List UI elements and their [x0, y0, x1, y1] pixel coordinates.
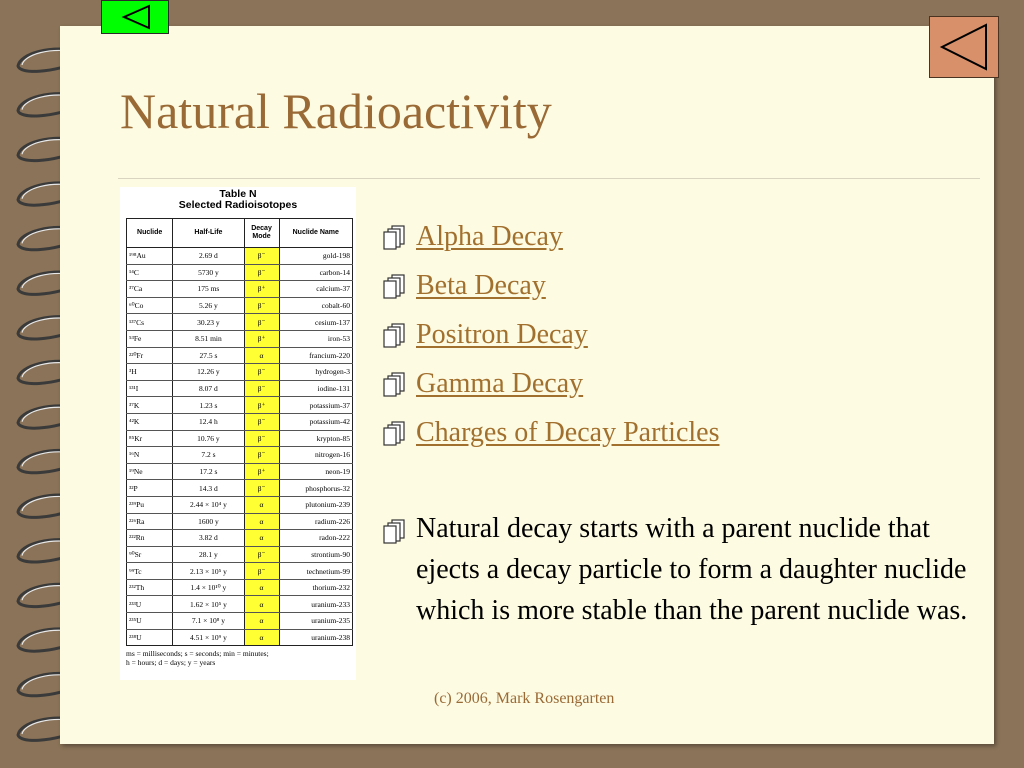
cell-nuclide: ¹⁴C: [127, 264, 173, 281]
triangle-left-icon: [102, 1, 168, 33]
explanation-text: Natural decay starts with a parent nuclide that ejects a decay particle to form a daughter nuclide which is more stable than the parent nuclide was.: [416, 513, 968, 626]
explanation-bullet: [380, 508, 976, 631]
cell-nuclide-name: uranium-238: [279, 629, 352, 646]
table-row: [127, 397, 353, 414]
radioisotopes-table: [126, 218, 353, 646]
cell-nuclide: ⁶⁰Co: [127, 297, 173, 314]
cell-decay-mode: α: [244, 347, 279, 364]
cell-half-life: 1.4 × 10¹⁰ y: [173, 579, 244, 596]
header-decay-mode: Decay Mode: [244, 219, 279, 248]
cell-half-life: 7.2 s: [173, 447, 244, 464]
table-footnote-line2: h = hours; d = days; y = years: [126, 658, 216, 668]
cell-nuclide: ²³⁵U: [127, 613, 173, 630]
cell-nuclide-name: cobalt-60: [279, 297, 352, 314]
cell-decay-mode: β⁻: [244, 380, 279, 397]
table-row: [127, 330, 353, 347]
cell-decay-mode: α: [244, 629, 279, 646]
table-row: [127, 480, 353, 497]
cell-nuclide: ³H: [127, 364, 173, 381]
cell-half-life: 8.07 d: [173, 380, 244, 397]
table-footnote-line1: ms = milliseconds; s = seconds; min = minutes;: [126, 649, 269, 659]
cell-nuclide: ¹⁹Ne: [127, 463, 173, 480]
table-row: [127, 430, 353, 447]
cell-half-life: 12.26 y: [173, 364, 244, 381]
cell-half-life: 4.51 × 10⁹ y: [173, 629, 244, 646]
cell-nuclide-name: gold-198: [279, 248, 352, 265]
cell-nuclide-name: plutonium-239: [279, 496, 352, 513]
cell-nuclide-name: potassium-42: [279, 413, 352, 430]
cell-nuclide-name: hydrogen-3: [279, 364, 352, 381]
header-half-life: Half-Life: [173, 219, 244, 248]
notebook-pages-icon: [380, 518, 408, 544]
cell-decay-mode: β⁻: [244, 248, 279, 265]
cell-nuclide-name: radium-226: [279, 513, 352, 530]
cell-nuclide: ⁸⁵Kr: [127, 430, 173, 447]
cell-decay-mode: α: [244, 613, 279, 630]
cell-nuclide: ²³⁸U: [127, 629, 173, 646]
cell-half-life: 2.69 d: [173, 248, 244, 265]
link-bullet: [380, 359, 720, 408]
cell-half-life: 27.5 s: [173, 347, 244, 364]
cell-decay-mode: β⁻: [244, 563, 279, 580]
cell-decay-mode: β⁻: [244, 413, 279, 430]
table-row: [127, 596, 353, 613]
decay-link-alpha-decay[interactable]: Alpha Decay: [416, 220, 563, 252]
table-row: [127, 579, 353, 596]
cell-nuclide-name: francium-220: [279, 347, 352, 364]
cell-nuclide: ²²⁰Fr: [127, 347, 173, 364]
cell-half-life: 175 ms: [173, 281, 244, 298]
cell-decay-mode: α: [244, 530, 279, 547]
cell-nuclide-name: iodine-131: [279, 380, 352, 397]
decay-links-list: [380, 212, 720, 457]
cell-half-life: 1600 y: [173, 513, 244, 530]
table-row: [127, 347, 353, 364]
table-row: [127, 364, 353, 381]
cell-nuclide-name: krypton-85: [279, 430, 352, 447]
cell-half-life: 3.82 d: [173, 530, 244, 547]
cell-nuclide-name: nitrogen-16: [279, 447, 352, 464]
cell-nuclide: ⁴²K: [127, 413, 173, 430]
decay-link-beta-decay[interactable]: Beta Decay: [416, 269, 546, 301]
link-bullet: [380, 310, 720, 359]
table-header-row: [127, 219, 353, 248]
table-row: [127, 413, 353, 430]
table-footnote: [126, 649, 356, 667]
cell-decay-mode: β⁻: [244, 480, 279, 497]
cell-nuclide-name: thorium-232: [279, 579, 352, 596]
cell-nuclide: ¹⁹⁸Au: [127, 248, 173, 265]
link-bullet: [380, 408, 720, 457]
cell-nuclide-name: uranium-233: [279, 596, 352, 613]
cell-decay-mode: α: [244, 513, 279, 530]
cell-nuclide: ⁵³Fe: [127, 330, 173, 347]
cell-nuclide: ³⁷Ca: [127, 281, 173, 298]
table-row: [127, 314, 353, 331]
cell-half-life: 7.1 × 10⁸ y: [173, 613, 244, 630]
table-row: [127, 563, 353, 580]
header-nuclide: Nuclide: [127, 219, 173, 248]
table-row: [127, 496, 353, 513]
cell-nuclide-name: potassium-37: [279, 397, 352, 414]
cell-nuclide: ³²P: [127, 480, 173, 497]
cell-nuclide: ²³⁹Pu: [127, 496, 173, 513]
cell-decay-mode: β⁻: [244, 364, 279, 381]
cell-decay-mode: β⁺: [244, 397, 279, 414]
cell-nuclide: ²²²Rn: [127, 530, 173, 547]
cell-nuclide: ²³²Th: [127, 579, 173, 596]
table-row: [127, 380, 353, 397]
cell-decay-mode: β⁻: [244, 264, 279, 281]
cell-nuclide-name: phosphorus-32: [279, 480, 352, 497]
table-caption-title: Table N: [219, 188, 257, 200]
decay-link-gamma-decay[interactable]: Gamma Decay: [416, 367, 584, 399]
table-row: [127, 264, 353, 281]
copyright-footer: (c) 2006, Mark Rosengarten: [434, 690, 615, 707]
header-nuclide-name: Nuclide Name: [279, 219, 352, 248]
table-row: [127, 463, 353, 480]
cell-half-life: 14.3 d: [173, 480, 244, 497]
title-divider: [118, 178, 980, 179]
back-button-top[interactable]: [101, 0, 169, 34]
table-row: [127, 248, 353, 265]
table-row: [127, 513, 353, 530]
cell-decay-mode: α: [244, 596, 279, 613]
table-row: [127, 530, 353, 547]
cell-half-life: 5.26 y: [173, 297, 244, 314]
radioisotopes-table-figure: [120, 187, 356, 680]
slide-title: Natural Radioactivity: [120, 83, 552, 139]
cell-half-life: 1.23 s: [173, 397, 244, 414]
table-caption: [120, 187, 356, 218]
decay-link-positron-decay[interactable]: Positron Decay: [416, 318, 588, 350]
cell-half-life: 8.51 min: [173, 330, 244, 347]
notebook-pages-icon: [380, 371, 408, 397]
cell-decay-mode: β⁻: [244, 447, 279, 464]
notebook-pages-icon: [380, 420, 408, 446]
cell-nuclide-name: technetium-99: [279, 563, 352, 580]
table-row: [127, 546, 353, 563]
cell-half-life: 17.2 s: [173, 463, 244, 480]
table-row: [127, 447, 353, 464]
cell-half-life: 5730 y: [173, 264, 244, 281]
cell-nuclide: ²²⁶Ra: [127, 513, 173, 530]
table-row: [127, 281, 353, 298]
cell-half-life: 12.4 h: [173, 413, 244, 430]
cell-decay-mode: α: [244, 496, 279, 513]
cell-nuclide: ¹³¹I: [127, 380, 173, 397]
back-button-right[interactable]: [929, 16, 999, 78]
cell-decay-mode: β⁻: [244, 430, 279, 447]
cell-decay-mode: β⁺: [244, 330, 279, 347]
cell-nuclide: ⁹⁹Tc: [127, 563, 173, 580]
cell-nuclide: ⁹⁰Sr: [127, 546, 173, 563]
cell-nuclide-name: uranium-235: [279, 613, 352, 630]
decay-link-charges-of-decay-particles[interactable]: Charges of Decay Particles: [416, 416, 720, 448]
cell-half-life: 28.1 y: [173, 546, 244, 563]
cell-nuclide-name: calcium-37: [279, 281, 352, 298]
triangle-left-icon: [930, 17, 998, 77]
cell-nuclide-name: strontium-90: [279, 546, 352, 563]
table-caption-subtitle: Selected Radioisotopes: [178, 199, 298, 211]
link-bullet: [380, 212, 720, 261]
table-row: [127, 629, 353, 646]
cell-nuclide: ³⁷K: [127, 397, 173, 414]
cell-half-life: 2.44 × 10⁴ y: [173, 496, 244, 513]
cell-nuclide: ¹³⁷Cs: [127, 314, 173, 331]
cell-decay-mode: β⁺: [244, 463, 279, 480]
cell-half-life: 1.62 × 10⁵ y: [173, 596, 244, 613]
notebook-pages-icon: [380, 273, 408, 299]
table-row: [127, 297, 353, 314]
cell-decay-mode: β⁻: [244, 314, 279, 331]
cell-nuclide-name: radon-222: [279, 530, 352, 547]
cell-half-life: 30.23 y: [173, 314, 244, 331]
table-row: [127, 613, 353, 630]
notebook-pages-icon: [380, 322, 408, 348]
cell-nuclide: ²³³U: [127, 596, 173, 613]
link-bullet: [380, 261, 720, 310]
cell-decay-mode: α: [244, 579, 279, 596]
cell-nuclide-name: neon-19: [279, 463, 352, 480]
cell-decay-mode: β⁺: [244, 281, 279, 298]
cell-nuclide-name: iron-53: [279, 330, 352, 347]
cell-half-life: 10.76 y: [173, 430, 244, 447]
cell-half-life: 2.13 × 10⁵ y: [173, 563, 244, 580]
cell-decay-mode: β⁻: [244, 297, 279, 314]
notebook-pages-icon: [380, 224, 408, 250]
cell-decay-mode: β⁻: [244, 546, 279, 563]
cell-nuclide-name: carbon-14: [279, 264, 352, 281]
cell-nuclide-name: cesium-137: [279, 314, 352, 331]
cell-nuclide: ¹⁶N: [127, 447, 173, 464]
